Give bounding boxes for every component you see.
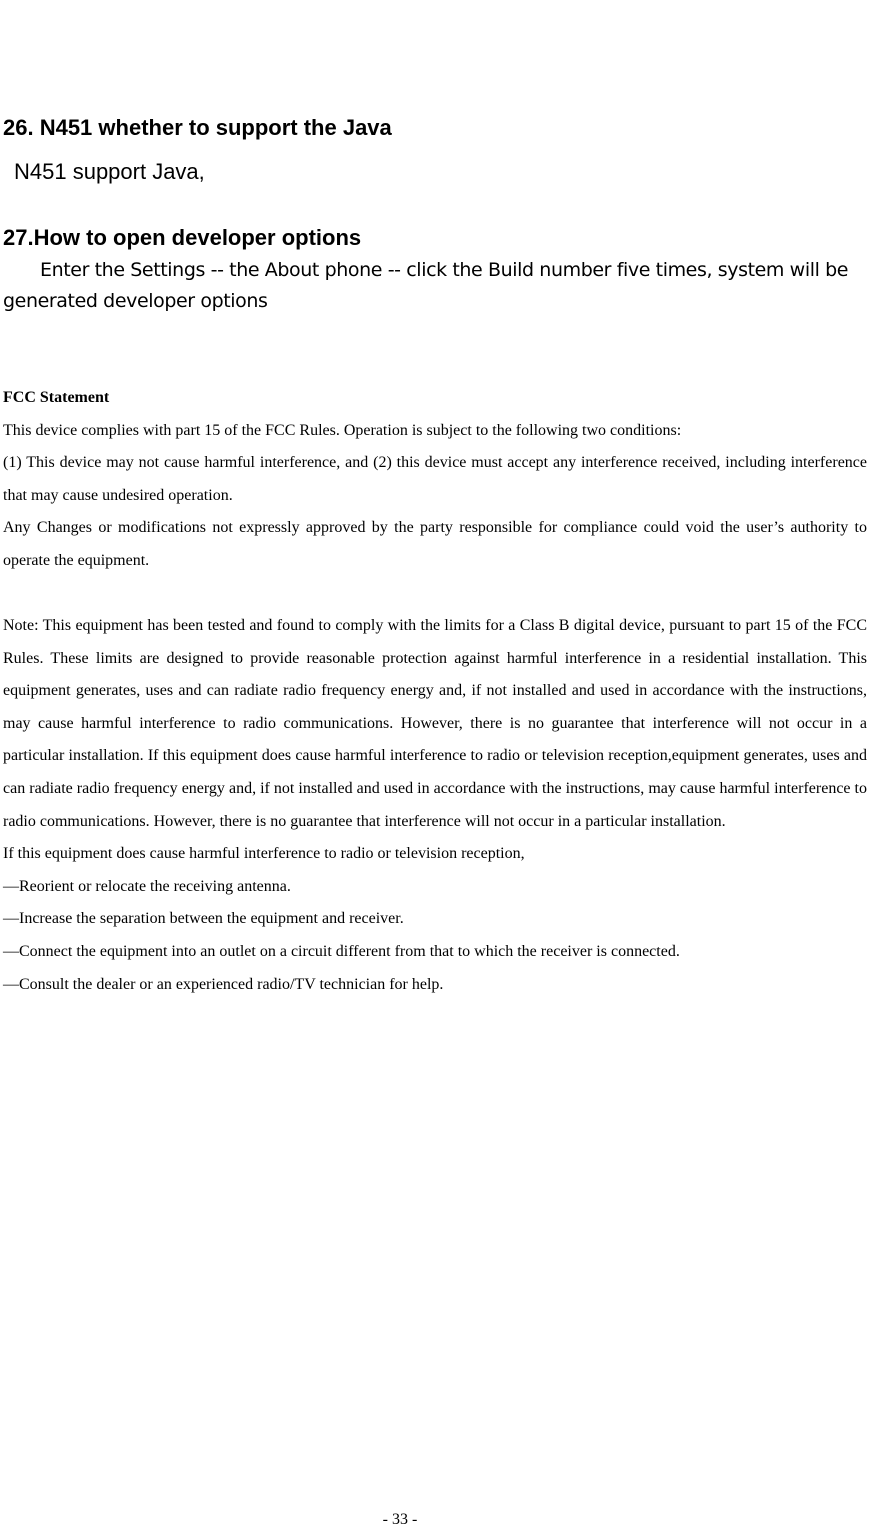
fcc-measure-item: —Reorient or relocate the receiving antenna. [3,877,291,895]
fcc-note [3,610,867,1001]
fcc-measure-item: —Consult the dealer or an experienced radio/TV technician for help. [3,975,444,993]
fcc-note-tail: If this equipment does cause harmful interference to radio or television reception, [3,845,525,863]
fcc-title: FCC Statement [3,389,110,406]
page-number: - 33 - [382,1511,418,1528]
section-26-answer: N451 support Java, [14,159,205,184]
section-26-heading: 26. N451 whether to support the Java [3,115,392,140]
section-27-answer: Enter the Settings -- the About phone -- click the Build number five times, system will be generated developer options [3,259,849,312]
fcc-measure-item: —Connect the equipment into an outlet on a circuit different from that to which the receiver is connected. [3,942,680,960]
section-27-heading: 27.How to open developer options [3,225,362,250]
fcc-compliance-line: This device complies with part 15 of the FCC Rules. Operation is subject to the following two conditions: [3,421,682,439]
fcc-conditions: (1) This device may not cause harmful interference, and (2) this device must accept any interference received, including interference that may cause undesired operation. [3,454,867,504]
fcc-modifications-warning: Any Changes or modifications not expressly approved by the party responsible for compliance could void the user’s authority to operate the equipment. [3,519,867,569]
fcc-measure-item: —Increase the separation between the equipment and receiver. [3,910,404,928]
fcc-note-text: Note: This equipment has been tested and found to comply with the limits for a Class B digital device, pursuant to part 15 of the FCC Rules. These limits are designed to provide reasonable protection against harmful interference in a residential installation. This equipment generates, uses and can radiate radio frequency energy and, if not installed and used in accordance with the instructions, may cause harmful interference to radio communications. However, there is no guarantee that interference will not occur in a particular installation. If this equipment does cause harmful interference to radio or television reception,equipment generates, uses and can radiate radio frequency energy and, if not installed and used in accordance with the instructions, may cause harmful interference to radio communications. However, there is no guarantee that interference will not occur in a particular installation. [3,617,867,830]
fcc-statement [3,382,867,578]
